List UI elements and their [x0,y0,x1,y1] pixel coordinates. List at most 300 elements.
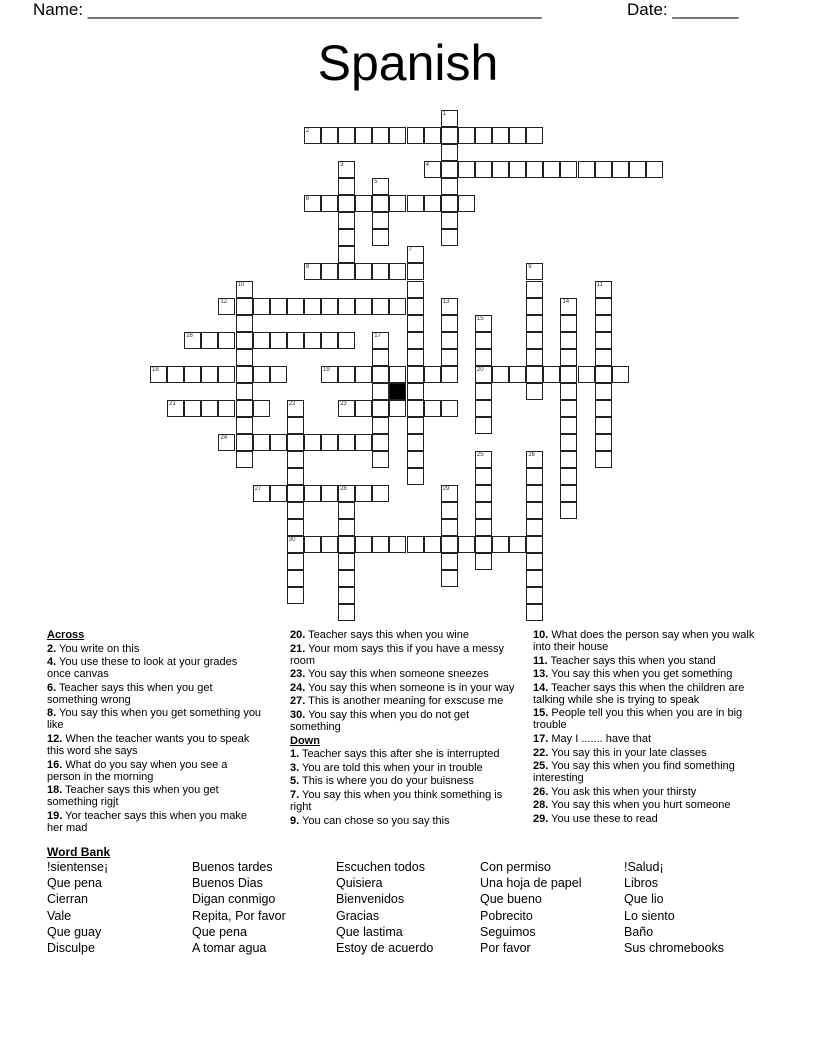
crossword-cell[interactable] [441,127,458,144]
crossword-cell[interactable] [304,536,321,553]
crossword-cell[interactable] [595,366,612,383]
crossword-cell[interactable] [560,298,577,315]
crossword-cell[interactable] [321,263,338,280]
crossword-cell[interactable] [304,127,321,144]
crossword-cell[interactable] [441,400,458,417]
crossword-cell[interactable] [492,536,509,553]
crossword-cell[interactable] [560,349,577,366]
crossword-cell[interactable] [236,383,253,400]
crossword-cell[interactable] [475,349,492,366]
crossword-cell[interactable] [355,400,372,417]
crossword-cell[interactable] [338,570,355,587]
crossword-cell[interactable] [424,536,441,553]
crossword-cell[interactable] [560,417,577,434]
clue-number: 6 [305,196,310,203]
crossword-cell[interactable] [372,485,389,502]
crossword-cell[interactable] [458,127,475,144]
crossword-cell[interactable] [321,332,338,349]
crossword-cell[interactable] [236,366,253,383]
crossword-cell[interactable] [441,298,458,315]
date-field-label: Date: _______ [627,0,739,19]
crossword-cell[interactable] [407,195,424,212]
crossword-cell[interactable] [201,400,218,417]
crossword-cell[interactable] [338,332,355,349]
crossword-cell[interactable] [407,383,424,400]
crossword-cell[interactable] [372,178,389,195]
clue-number: 22. [533,746,549,759]
crossword-cell[interactable] [304,332,321,349]
clue-text: You say this when you find something interesting [533,760,735,785]
clue-text: You say this when you hurt someone [551,799,731,812]
clue-number: 9 [528,264,532,271]
crossword-cell[interactable] [475,417,492,434]
crossword-cell[interactable] [560,383,577,400]
clue-number: 13 [442,298,450,305]
crossword-cell[interactable] [338,587,355,604]
across-clue [290,682,518,694]
crossword-cell[interactable] [595,161,612,178]
crossword-cell[interactable] [475,400,492,417]
clue-number: 30 [288,537,296,544]
crossword-cell[interactable] [372,212,389,229]
crossword-cell[interactable] [526,263,543,280]
clue-text: You say this when someone is in your way [308,681,515,694]
crossword-cell[interactable] [150,366,167,383]
crossword-cell[interactable] [595,434,612,451]
crossword-cell[interactable] [389,536,406,553]
crossword-cell[interactable] [441,536,458,553]
crossword-cell[interactable] [338,212,355,229]
crossword-cell[interactable] [629,161,646,178]
word-bank-item: Disculpe [47,941,95,955]
down-clue [533,629,761,653]
crossword-cell[interactable] [372,366,389,383]
crossword-cell[interactable] [338,246,355,263]
crossword-cell[interactable] [595,298,612,315]
crossword-cell[interactable] [407,298,424,315]
crossword-cell[interactable] [560,400,577,417]
crossword-cell[interactable] [560,434,577,451]
crossword-cell[interactable] [338,366,355,383]
crossword-cell[interactable] [372,298,389,315]
crossword-cell[interactable] [492,161,509,178]
crossword-cell[interactable] [526,298,543,315]
crossword-cell[interactable] [355,263,372,280]
crossword-cell[interactable] [321,298,338,315]
crossword-cell[interactable] [218,434,235,451]
crossword-cell[interactable] [526,485,543,502]
crossword-cell[interactable] [270,434,287,451]
crossword-cell[interactable] [441,110,458,127]
crossword-cell[interactable] [287,502,304,519]
crossword-cell[interactable] [253,400,270,417]
crossword-cell[interactable] [407,536,424,553]
crossword-cell[interactable] [355,127,372,144]
across-clue [47,733,262,757]
clue-number: 12. [47,732,63,745]
crossword-cell[interactable] [526,519,543,536]
crossword-cell[interactable] [560,332,577,349]
word-bank-item: Libros [624,876,659,891]
crossword-cell[interactable] [355,298,372,315]
crossword-cell[interactable] [441,178,458,195]
crossword-cell[interactable] [509,536,526,553]
word-bank-item: Que guay [47,924,102,939]
crossword-cell[interactable] [407,315,424,332]
crossword-cell[interactable] [407,246,424,263]
crossword-cell[interactable] [475,502,492,519]
crossword-cell[interactable] [509,366,526,383]
clue-number: 3. [290,761,300,774]
clue-text: You ask this when your thirsty [551,785,697,798]
crossword-cell[interactable] [287,451,304,468]
crossword-cell[interactable] [458,161,475,178]
crossword-cell[interactable] [595,400,612,417]
crossword-cell[interactable] [253,485,270,502]
crossword-cell[interactable] [612,366,629,383]
crossword-cell[interactable] [407,349,424,366]
crossword-cell[interactable] [389,263,406,280]
crossword-cell[interactable] [595,349,612,366]
crossword-cell[interactable] [560,366,577,383]
crossword-cell[interactable] [526,383,543,400]
name-field-label: Name: ________________________________________________ [33,0,542,19]
clue-number: 20 [476,366,484,373]
crossword-cell[interactable] [236,315,253,332]
crossword-cell[interactable] [458,195,475,212]
crossword-cell[interactable] [407,434,424,451]
crossword-cell[interactable] [441,161,458,178]
crossword-cell[interactable] [184,332,201,349]
crossword-cell[interactable] [287,332,304,349]
crossword-cell[interactable] [253,298,270,315]
crossword-cell[interactable] [441,553,458,570]
crossword-cell[interactable] [372,536,389,553]
crossword-cell[interactable] [407,281,424,298]
crossword-cell[interactable] [475,451,492,468]
crossword-cell[interactable] [424,400,441,417]
crossword-cell[interactable] [526,366,543,383]
crossword-cell[interactable] [526,553,543,570]
across-clue [47,656,262,680]
crossword-cell[interactable] [287,400,304,417]
crossword-cell[interactable] [372,417,389,434]
crossword-cell[interactable] [543,366,560,383]
crossword-cell[interactable] [338,434,355,451]
clue-number: 24. [290,681,306,694]
crossword-cell[interactable] [595,281,612,298]
crossword-cell[interactable] [287,417,304,434]
clue-number: 4. [47,656,57,669]
crossword-cell[interactable] [441,315,458,332]
crossword-cell[interactable] [253,434,270,451]
crossword-cell[interactable] [441,212,458,229]
crossword-cell[interactable] [355,536,372,553]
crossword-cell[interactable] [389,127,406,144]
crossword-cell[interactable] [270,332,287,349]
clue-number: 22 [288,400,296,407]
crossword-cell[interactable] [424,366,441,383]
word-bank-item: Por favor [480,941,531,955]
crossword-cell[interactable] [338,502,355,519]
crossword-cell[interactable] [287,298,304,315]
crossword-cell[interactable] [338,485,355,502]
crossword-cell[interactable] [321,434,338,451]
crossword-cell[interactable] [389,400,406,417]
crossword-cell[interactable] [372,383,389,400]
crossword-cell[interactable] [389,366,406,383]
crossword-cell[interactable] [236,434,253,451]
crossword-cell[interactable] [407,468,424,485]
crossword-cell[interactable] [338,161,355,178]
crossword-cell[interactable] [321,485,338,502]
crossword-cell[interactable] [304,195,321,212]
crossword-cell[interactable] [458,536,475,553]
crossword-cell[interactable] [270,366,287,383]
crossword-cell[interactable] [475,468,492,485]
crossword-cell[interactable] [236,281,253,298]
crossword-cell[interactable] [218,332,235,349]
crossword-cell[interactable] [338,604,355,621]
crossword-cell[interactable] [526,451,543,468]
crossword-cell[interactable] [338,553,355,570]
crossword-cell[interactable] [338,400,355,417]
crossword-cell[interactable] [441,366,458,383]
crossword-cell[interactable] [475,366,492,383]
crossword-cell[interactable] [475,127,492,144]
crossword-cell[interactable] [526,127,543,144]
crossword-cell[interactable] [372,451,389,468]
clue-number: 20. [290,629,306,641]
crossword-cell[interactable] [338,263,355,280]
crossword-cell[interactable] [509,161,526,178]
crossword-cell[interactable] [355,434,372,451]
crossword-cell[interactable] [560,451,577,468]
clue-number: 11 [596,281,603,288]
clue-text: You say this when you think something is right [290,788,503,813]
clue-number: 16 [186,332,193,339]
crossword-cell[interactable] [338,536,355,553]
crossword-cell[interactable] [509,127,526,144]
word-bank-item: Seguimos [480,924,536,939]
crossword-cell[interactable] [407,400,424,417]
crossword-cell[interactable] [526,502,543,519]
crossword-cell[interactable] [441,570,458,587]
crossword-cell[interactable] [218,400,235,417]
crossword-cell[interactable] [355,485,372,502]
crossword-cell[interactable] [543,161,560,178]
crossword-cell[interactable] [321,127,338,144]
crossword-cell[interactable] [338,298,355,315]
crossword-cell[interactable] [526,315,543,332]
crossword-cell[interactable] [287,434,304,451]
crossword-cell[interactable] [304,263,321,280]
crossword-cell[interactable] [287,587,304,604]
crossword-cell[interactable] [218,366,235,383]
crossword-cell[interactable] [407,263,424,280]
crossword-cell[interactable] [560,468,577,485]
crossword-cell[interactable] [287,519,304,536]
crossword-cell[interactable] [167,366,184,383]
crossword-cell[interactable] [372,263,389,280]
crossword-cell[interactable] [475,332,492,349]
clue-number: 5. [290,775,300,788]
crossword-cell[interactable] [441,332,458,349]
crossword-cell[interactable] [526,587,543,604]
crossword-cell[interactable] [526,281,543,298]
crossword-cell[interactable] [424,195,441,212]
crossword-cell[interactable] [236,417,253,434]
crossword-cell[interactable] [407,417,424,434]
crossword-cell[interactable] [526,161,543,178]
crossword-cell[interactable] [270,485,287,502]
crossword-cell[interactable] [253,366,270,383]
crossword-cell[interactable] [338,519,355,536]
crossword-cell[interactable] [612,161,629,178]
crossword-cell[interactable] [236,451,253,468]
crossword-cell[interactable] [407,332,424,349]
crossword-cell[interactable] [407,451,424,468]
crossword-cell[interactable] [287,536,304,553]
crossword-cell[interactable] [526,332,543,349]
crossword-cell[interactable] [355,195,372,212]
crossword-cell[interactable] [560,485,577,502]
crossword-cell[interactable] [338,229,355,246]
crossword-cell[interactable] [372,434,389,451]
clue-number: 14 [562,298,570,305]
crossword-cell[interactable] [526,604,543,621]
crossword-cell[interactable] [526,536,543,553]
crossword-cell[interactable] [287,468,304,485]
crossword-cell[interactable] [372,349,389,366]
crossword-cell[interactable] [526,468,543,485]
crossword-cell[interactable] [424,127,441,144]
clue-text: People tell you this when you are in big trouble [533,707,743,732]
crossword-cell[interactable] [475,553,492,570]
crossword-cell[interactable] [236,298,253,315]
crossword-cell[interactable] [338,178,355,195]
crossword-cell[interactable] [492,366,509,383]
crossword-cell[interactable] [304,485,321,502]
crossword-cell[interactable] [389,195,406,212]
crossword-cell[interactable] [253,332,270,349]
crossword-cell[interactable] [372,229,389,246]
word-bank-item: Sus chromebooks [624,941,725,955]
crossword-cell[interactable] [441,502,458,519]
crossword-cell[interactable] [475,519,492,536]
crossword-cell[interactable] [407,127,424,144]
crossword-cell[interactable] [372,127,389,144]
crossword-cell[interactable] [321,366,338,383]
crossword-cell[interactable] [372,400,389,417]
clue-number: 27 [254,486,262,493]
crossword-cell[interactable] [526,349,543,366]
down-clue [290,775,518,787]
crossword-cell[interactable] [646,161,663,178]
crossword-cell[interactable] [287,485,304,502]
crossword-cell[interactable] [338,127,355,144]
crossword-cell[interactable] [560,315,577,332]
crossword-cell[interactable] [372,332,389,349]
crossword-cell[interactable] [389,298,406,315]
clue-number: 2 [305,128,310,135]
crossword-cell[interactable] [304,298,321,315]
clue-text: Teacher says this when you get something rigjt [47,784,219,809]
crossword-cell[interactable] [372,195,389,212]
crossword-cell[interactable] [595,332,612,349]
crossword-cell[interactable] [492,127,509,144]
crossword-cell[interactable] [407,366,424,383]
clue-number: 18. [47,784,63,797]
clue-number: 1 [442,111,447,117]
crossword-cell[interactable] [560,502,577,519]
crossword-cell[interactable] [441,349,458,366]
crossword-cell[interactable] [236,349,253,366]
crossword-cell[interactable] [475,315,492,332]
crossword-cell[interactable] [236,332,253,349]
clue-number: 8 [305,264,310,271]
crossword-cell[interactable] [218,298,235,315]
crossword-cell[interactable] [338,195,355,212]
crossword-cell[interactable] [424,161,441,178]
crossword-cell[interactable] [475,161,492,178]
crossword-cell[interactable] [578,161,595,178]
clue-number: 1. [290,748,300,761]
black-cell [389,383,406,400]
crossword-cell[interactable] [560,161,577,178]
crossword-cell[interactable] [184,366,201,383]
clue-number: 13. [533,668,549,681]
clue-number: 9. [290,814,300,827]
crossword-cell[interactable] [526,570,543,587]
clue-text: What do you say when you see a person in the morning [47,758,228,783]
crossword-cell[interactable] [321,195,338,212]
crossword-cell[interactable] [201,332,218,349]
crossword-cell[interactable] [304,434,321,451]
crossword-cell[interactable] [321,536,338,553]
crossword-cell[interactable] [475,383,492,400]
clue-text: You use these to read [551,812,658,825]
clue-number: 14. [533,681,549,694]
down-clue [533,786,761,798]
crossword-cell[interactable] [595,383,612,400]
crossword-cell[interactable] [441,229,458,246]
crossword-cell[interactable] [167,400,184,417]
crossword-cell[interactable] [475,485,492,502]
word-bank-item: Quisiera [336,876,383,891]
clue-number: 21. [290,642,306,655]
crossword-cell[interactable] [236,400,253,417]
crossword-cell[interactable] [441,519,458,536]
crossword-cell[interactable] [270,298,287,315]
crossword-cell[interactable] [201,366,218,383]
crossword-cell[interactable] [578,366,595,383]
crossword-cell[interactable] [595,417,612,434]
clue-text: You say this when you get something [551,668,733,681]
word-bank-item: Una hoja de papel [480,876,582,891]
crossword-cell[interactable] [475,536,492,553]
crossword-cell[interactable] [595,315,612,332]
crossword-cell[interactable] [184,400,201,417]
clue-number: 26 [528,452,535,458]
crossword-cell[interactable] [595,451,612,468]
crossword-cell[interactable] [441,485,458,502]
crossword-cell[interactable] [441,144,458,161]
crossword-cell[interactable] [355,366,372,383]
crossword-cell[interactable] [441,195,458,212]
crossword-cell[interactable] [287,570,304,587]
crossword-cell[interactable] [287,553,304,570]
